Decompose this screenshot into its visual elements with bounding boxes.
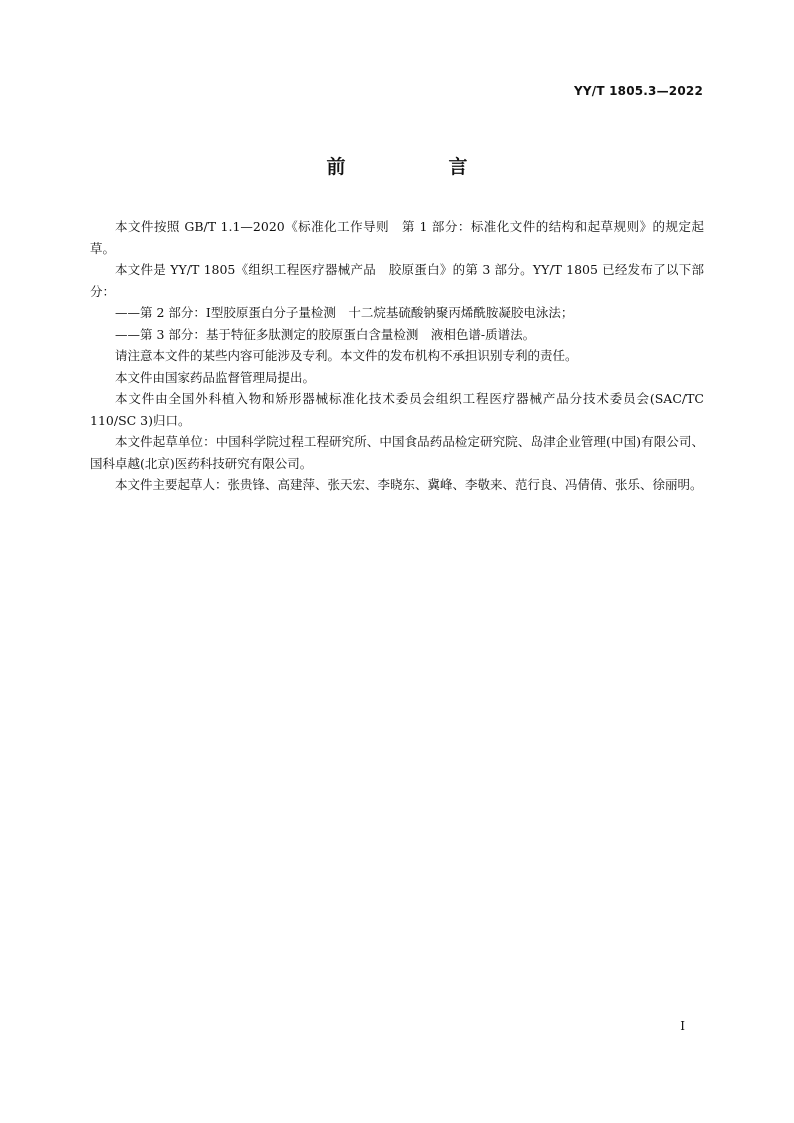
paragraph-drafters: 本文件主要起草人：张贵锋、高建萍、张天宏、李晓东、冀峰、李敬来、范行良、冯倩倩、张乐、徐丽明。: [115, 477, 703, 492]
paragraph-drafting-units: 本文件起草单位：中国科学院过程工程研究所、中国食品药品检定研究院、岛津企业管理(中国)有限公司、国科卓越(北京)医药科技研究有限公司。: [90, 434, 704, 471]
paragraph-patent-notice: 请注意本文件的某些内容可能涉及专利。本文件的发布机构不承担识别专利的责任。: [115, 348, 578, 363]
paragraph-committee: 本文件由全国外科植入物和矫形器械标准化技术委员会组织工程医疗器械产品分技术委员会(SAC/TC 110/SC 3)归口。: [90, 391, 704, 428]
page-title: 前 言: [326, 156, 510, 178]
paragraph-series-parts: 本文件是 YY/T 1805《组织工程医疗器械产品 胶原蛋白》的第 3 部分。YY/T 1805 已经发布了以下部分：: [90, 262, 704, 299]
standard-code: YY/T 1805.3—2022: [573, 84, 703, 98]
paragraph-drafting-rules: 本文件按照 GB/T 1.1—2020《标准化工作导则 第 1 部分：标准化文件的结构和起草规则》的规定起草。: [90, 219, 704, 256]
list-item-part-3: ——第 3 部分：基于特征多肽测定的胶原蛋白含量检测 液相色谱-质谱法。: [115, 326, 536, 342]
list-item-part-2: ——第 2 部分：Ⅰ型胶原蛋白分子量检测 十二烷基硫酸钠聚丙烯酰胺凝胶电泳法；: [115, 305, 574, 320]
paragraph-proposer: 本文件由国家药品监督管理局提出。: [115, 369, 316, 385]
page-number: I: [680, 1019, 685, 1033]
foreword-body: [90, 216, 704, 496]
